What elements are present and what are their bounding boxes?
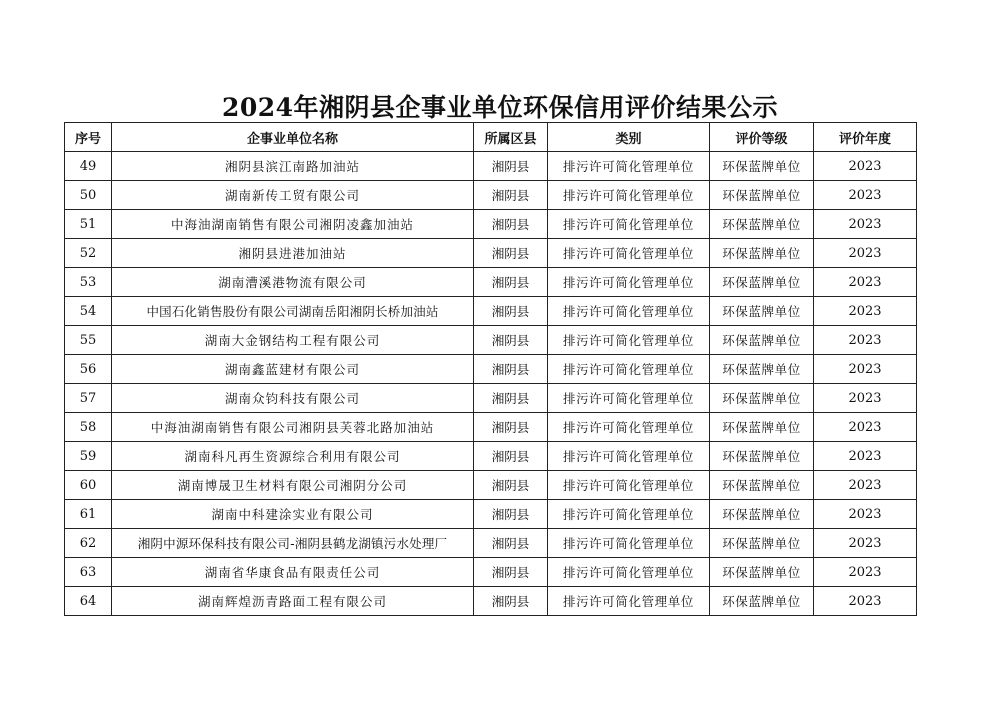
cell-year: 2023 <box>814 326 917 355</box>
cell-category: 排污许可简化管理单位 <box>548 297 710 326</box>
cell-company-name: 湖南省华康食品有限责任公司 <box>112 558 474 587</box>
cell-company-name: 湖南漕溪港物流有限公司 <box>112 268 474 297</box>
header-name: 企事业单位名称 <box>112 123 474 152</box>
cell-county: 湘阴县 <box>474 471 548 500</box>
header-grade: 评价等级 <box>710 123 814 152</box>
cell-no: 63 <box>65 558 112 587</box>
table-row <box>65 471 917 500</box>
header-year: 评价年度 <box>814 123 917 152</box>
cell-no: 61 <box>65 500 112 529</box>
cell-company-name: 中海油湖南销售有限公司湘阴县芙蓉北路加油站 <box>112 413 474 442</box>
table-row <box>65 500 917 529</box>
cell-county: 湘阴县 <box>474 152 548 181</box>
cell-county: 湘阴县 <box>474 558 548 587</box>
cell-company-name: 湖南博晟卫生材料有限公司湘阴分公司 <box>112 471 474 500</box>
header-county: 所属区县 <box>474 123 548 152</box>
cell-county: 湘阴县 <box>474 529 548 558</box>
cell-no: 59 <box>65 442 112 471</box>
cell-grade: 环保蓝牌单位 <box>710 442 814 471</box>
table-row <box>65 558 917 587</box>
cell-company-name: 湘阴县进港加油站 <box>112 239 474 268</box>
cell-no: 54 <box>65 297 112 326</box>
cell-no: 56 <box>65 355 112 384</box>
table-body <box>65 152 917 616</box>
cell-year: 2023 <box>814 558 917 587</box>
page-title: 2024年湘阴县企事业单位环保信用评价结果公示 <box>221 93 779 122</box>
cell-no: 53 <box>65 268 112 297</box>
cell-category: 排污许可简化管理单位 <box>548 181 710 210</box>
table-row <box>65 210 917 239</box>
cell-no: 52 <box>65 239 112 268</box>
cell-county: 湘阴县 <box>474 326 548 355</box>
table-row <box>65 239 917 268</box>
cell-grade: 环保蓝牌单位 <box>710 326 814 355</box>
cell-category: 排污许可简化管理单位 <box>548 587 710 616</box>
cell-grade: 环保蓝牌单位 <box>710 558 814 587</box>
cell-no: 57 <box>65 384 112 413</box>
cell-year: 2023 <box>814 384 917 413</box>
cell-grade: 环保蓝牌单位 <box>710 210 814 239</box>
cell-category: 排污许可简化管理单位 <box>548 239 710 268</box>
cell-category: 排污许可简化管理单位 <box>548 558 710 587</box>
header-row <box>65 123 917 152</box>
cell-county: 湘阴县 <box>474 413 548 442</box>
cell-grade: 环保蓝牌单位 <box>710 500 814 529</box>
cell-category: 排污许可简化管理单位 <box>548 326 710 355</box>
cell-company-name: 湖南科凡再生资源综合利用有限公司 <box>112 442 474 471</box>
cell-grade: 环保蓝牌单位 <box>710 268 814 297</box>
table-row <box>65 384 917 413</box>
cell-no: 50 <box>65 181 112 210</box>
cell-grade: 环保蓝牌单位 <box>710 529 814 558</box>
cell-grade: 环保蓝牌单位 <box>710 297 814 326</box>
cell-grade: 环保蓝牌单位 <box>710 413 814 442</box>
table-row <box>65 297 917 326</box>
cell-year: 2023 <box>814 268 917 297</box>
cell-year: 2023 <box>814 152 917 181</box>
cell-category: 排污许可简化管理单位 <box>548 268 710 297</box>
cell-county: 湘阴县 <box>474 587 548 616</box>
table-row <box>65 442 917 471</box>
cell-category: 排污许可简化管理单位 <box>548 210 710 239</box>
cell-category: 排污许可简化管理单位 <box>548 355 710 384</box>
cell-county: 湘阴县 <box>474 500 548 529</box>
cell-no: 62 <box>65 529 112 558</box>
table-row <box>65 268 917 297</box>
cell-year: 2023 <box>814 210 917 239</box>
cell-company-name: 湘阴县滨江南路加油站 <box>112 152 474 181</box>
cell-year: 2023 <box>814 413 917 442</box>
cell-grade: 环保蓝牌单位 <box>710 239 814 268</box>
cell-year: 2023 <box>814 587 917 616</box>
cell-company-name: 中国石化销售股份有限公司湖南岳阳湘阴长桥加油站 <box>112 297 474 326</box>
header-category: 类别 <box>548 123 710 152</box>
cell-year: 2023 <box>814 529 917 558</box>
cell-year: 2023 <box>814 500 917 529</box>
cell-no: 64 <box>65 587 112 616</box>
cell-category: 排污许可简化管理单位 <box>548 442 710 471</box>
cell-year: 2023 <box>814 442 917 471</box>
cell-category: 排污许可简化管理单位 <box>548 413 710 442</box>
cell-county: 湘阴县 <box>474 384 548 413</box>
cell-year: 2023 <box>814 471 917 500</box>
cell-no: 51 <box>65 210 112 239</box>
result-table <box>64 122 917 616</box>
table-row <box>65 355 917 384</box>
cell-county: 湘阴县 <box>474 210 548 239</box>
cell-company-name: 湖南大金钢结构工程有限公司 <box>112 326 474 355</box>
cell-category: 排污许可简化管理单位 <box>548 529 710 558</box>
cell-category: 排污许可简化管理单位 <box>548 471 710 500</box>
cell-year: 2023 <box>814 239 917 268</box>
cell-company-name: 湘阴中源环保科技有限公司-湘阴县鹤龙湖镇污水处理厂 <box>112 529 474 558</box>
cell-county: 湘阴县 <box>474 181 548 210</box>
cell-county: 湘阴县 <box>474 442 548 471</box>
cell-company-name: 湖南众钧科技有限公司 <box>112 384 474 413</box>
cell-grade: 环保蓝牌单位 <box>710 471 814 500</box>
table-row <box>65 529 917 558</box>
cell-no: 55 <box>65 326 112 355</box>
header-no: 序号 <box>65 123 112 152</box>
cell-company-name: 湖南辉煌沥青路面工程有限公司 <box>112 587 474 616</box>
cell-company-name: 湖南中科建涂实业有限公司 <box>112 500 474 529</box>
table-row <box>65 326 917 355</box>
cell-no: 58 <box>65 413 112 442</box>
cell-category: 排污许可简化管理单位 <box>548 152 710 181</box>
cell-county: 湘阴县 <box>474 268 548 297</box>
cell-category: 排污许可简化管理单位 <box>548 384 710 413</box>
cell-year: 2023 <box>814 355 917 384</box>
table-row <box>65 181 917 210</box>
cell-company-name: 中海油湖南销售有限公司湘阴凌鑫加油站 <box>112 210 474 239</box>
cell-category: 排污许可简化管理单位 <box>548 500 710 529</box>
cell-company-name: 湖南鑫蓝建材有限公司 <box>112 355 474 384</box>
cell-grade: 环保蓝牌单位 <box>710 587 814 616</box>
cell-year: 2023 <box>814 297 917 326</box>
table-row <box>65 413 917 442</box>
cell-year: 2023 <box>814 181 917 210</box>
cell-no: 60 <box>65 471 112 500</box>
cell-no: 49 <box>65 152 112 181</box>
cell-county: 湘阴县 <box>474 355 548 384</box>
cell-company-name: 湖南新传工贸有限公司 <box>112 181 474 210</box>
cell-grade: 环保蓝牌单位 <box>710 181 814 210</box>
cell-county: 湘阴县 <box>474 297 548 326</box>
cell-county: 湘阴县 <box>474 239 548 268</box>
cell-grade: 环保蓝牌单位 <box>710 355 814 384</box>
table-row <box>65 587 917 616</box>
cell-grade: 环保蓝牌单位 <box>710 384 814 413</box>
table-row <box>65 152 917 181</box>
cell-grade: 环保蓝牌单位 <box>710 152 814 181</box>
